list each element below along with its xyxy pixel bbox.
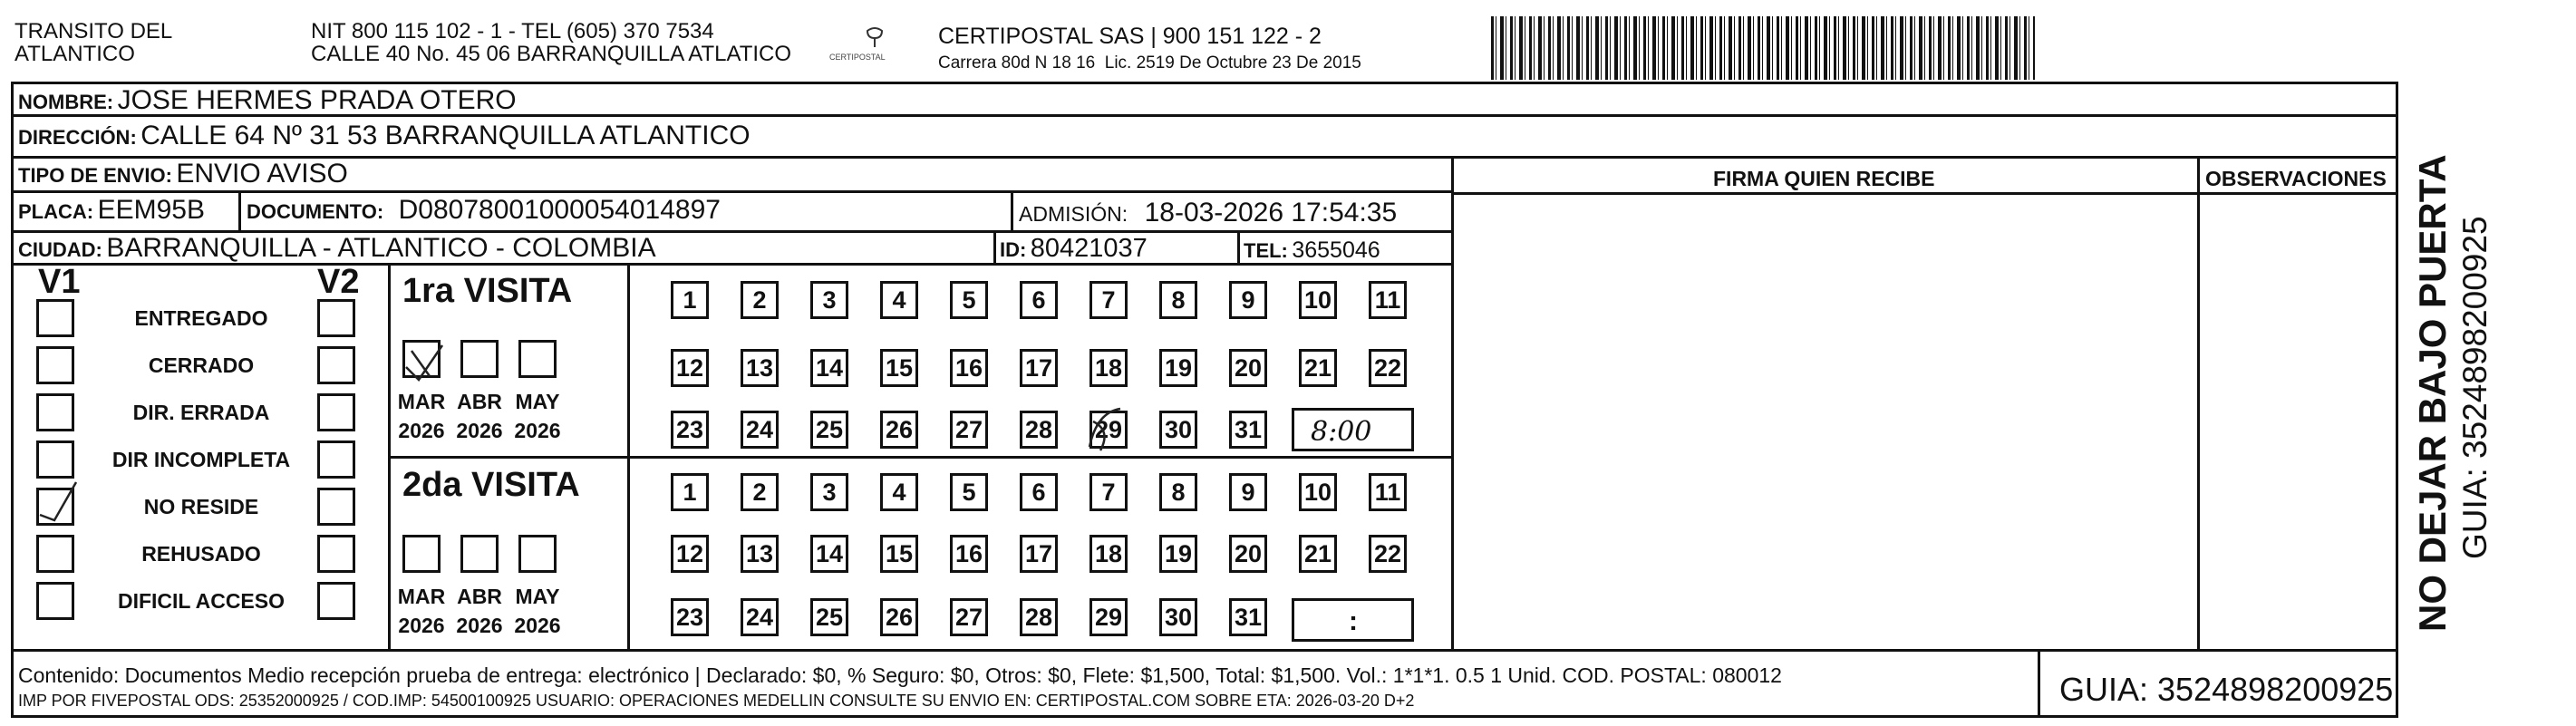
logo-text: CERTIPOSTAL — [829, 53, 886, 62]
footer-imp-line: IMP POR FIVEPOSTAL ODS: 25352000925 / COD.IMP: 54500100925 USUARIO: OPERACIONES MEDELLIN CONSULTE SU ENVIO EN: CERTIPOSTAL.COM SOBRE ETA: 2026-03-20 D+2 — [18, 692, 1415, 710]
visit2-day-box[interactable]: 14 — [810, 535, 848, 573]
v2-checkbox-dir-errada[interactable] — [317, 393, 355, 431]
side-warning: NO DEJAR BAJO PUERTA — [2411, 154, 2454, 632]
visit1-day-box[interactable]: 12 — [671, 349, 709, 387]
visit1-day-box[interactable]: 26 — [880, 411, 918, 449]
nombre-row — [18, 85, 517, 116]
visit2-day-box[interactable]: 22 — [1369, 535, 1407, 573]
documento-value: D08078001000054014897 — [398, 195, 721, 225]
visit2-day-box[interactable]: 25 — [810, 598, 848, 636]
documento-label: DOCUMENTO: — [247, 200, 384, 223]
visit1-month-checkbox-may[interactable] — [518, 340, 557, 378]
visit1-year-label: 2026 — [514, 419, 561, 442]
side-guia: GUIA: 3524898200925 — [2456, 216, 2494, 559]
visit1-day-box[interactable]: 20 — [1229, 349, 1267, 387]
visit1-month-checkbox-abr[interactable] — [460, 340, 499, 378]
admision-cell — [1019, 198, 1397, 228]
direccion-label: DIRECCIÓN: — [18, 126, 137, 149]
footer-guia: GUIA: 3524898200925 — [2059, 671, 2394, 708]
footer-content-line: Contenido: Documentos Medio recepción prueba de entrega: electrónico | Declarado: $0, % Seguro: $0, Otros: $0, Flete: $1,500, Total: $1,500. Vol.: 1*1*1. 0.5 1 Unid. COD. POSTAL: 080012 — [18, 663, 1782, 687]
visit2-day-box[interactable]: 11 — [1369, 473, 1407, 511]
visit2-year-label: 2026 — [456, 614, 503, 637]
company-name: CERTIPOSTAL SAS | 900 151 122 - 2 — [938, 24, 1322, 49]
v1-checkbox-dir-errada[interactable] — [36, 393, 74, 431]
nombre-value: JOSE HERMES PRADA OTERO — [117, 85, 517, 115]
id-value: 80421037 — [1030, 234, 1148, 263]
visit2-month-checkbox-abr[interactable] — [460, 535, 499, 573]
visit2-title: 2da VISITA — [402, 466, 580, 504]
visit1-month-label: ABR — [457, 390, 502, 413]
status-label-dir-errada: DIR. ERRADA — [132, 401, 270, 424]
visit2-day-box[interactable]: 8 — [1159, 473, 1197, 511]
placa-label: PLACA: — [18, 200, 94, 223]
visit1-day-box[interactable]: 28 — [1020, 411, 1058, 449]
visit2-day-box[interactable]: 12 — [671, 535, 709, 573]
visit1-day-box[interactable]: 31 — [1229, 411, 1267, 449]
visit2-day-box[interactable]: 1 — [671, 473, 709, 511]
visit1-day-box[interactable]: 15 — [880, 349, 918, 387]
id-label: ID: — [1000, 238, 1027, 261]
visit2-day-box[interactable]: 18 — [1089, 535, 1128, 573]
visit2-day-box[interactable]: 23 — [671, 598, 709, 636]
firma-header: FIRMA QUIEN RECIBE — [1713, 167, 1935, 190]
v2-header: V2 — [317, 263, 360, 301]
tipo-row — [18, 159, 348, 189]
visit1-day-box[interactable]: 17 — [1020, 349, 1058, 387]
observaciones-header: OBSERVACIONES — [2205, 167, 2387, 190]
address-text: CALLE 40 No. 45 06 BARRANQUILLA ATLATICO — [311, 42, 792, 66]
v1-header: V1 — [38, 263, 81, 301]
status-label-dir-incompleta: DIR INCOMPLETA — [111, 448, 291, 471]
v2-checkbox-cerrado[interactable] — [317, 346, 355, 384]
visit1-day-box[interactable]: 6 — [1020, 281, 1058, 319]
visit2-day-box[interactable]: 4 — [880, 473, 918, 511]
visit1-day-box[interactable]: 7 — [1089, 281, 1128, 319]
visit2-day-box[interactable]: 16 — [950, 535, 988, 573]
visit2-day-box[interactable]: 3 — [810, 473, 848, 511]
visit1-day-box[interactable]: 27 — [950, 411, 988, 449]
visit2-day-box[interactable]: 13 — [741, 535, 779, 573]
visit1-day-box[interactable]: 1 — [671, 281, 709, 319]
march-check-mark — [402, 340, 448, 385]
form-frame — [11, 82, 2398, 718]
documento-cell — [247, 195, 721, 226]
visit1-day-box[interactable]: 19 — [1159, 349, 1197, 387]
visit2-day-box[interactable]: 31 — [1229, 598, 1267, 636]
org-name-line2: ATLANTICO — [15, 42, 135, 66]
visit1-time-box[interactable] — [1292, 408, 1414, 451]
status-label-no-reside: NO RESIDE — [143, 495, 259, 518]
visit1-day-box[interactable]: 22 — [1369, 349, 1407, 387]
visit1-month-label: MAY — [515, 390, 560, 413]
status-label-entregado: ENTREGADO — [134, 306, 268, 330]
visit1-day-box[interactable]: 24 — [741, 411, 779, 449]
visit1-day-box[interactable]: 2 — [741, 281, 779, 319]
visit1-day-box[interactable]: 23 — [671, 411, 709, 449]
visit2-month-label: MAR — [397, 585, 446, 608]
ciudad-cell — [18, 233, 656, 264]
visit2-day-box[interactable]: 6 — [1020, 473, 1058, 511]
visit1-day-box[interactable]: 3 — [810, 281, 848, 319]
visit2-day-box[interactable]: 5 — [950, 473, 988, 511]
v2-checkbox-rehusado[interactable] — [317, 535, 355, 573]
visit2-day-box[interactable]: 15 — [880, 535, 918, 573]
ciudad-value: BARRANQUILLA - ATLANTICO - COLOMBIA — [106, 233, 656, 263]
admision-value: 18-03-2026 17:54:35 — [1144, 198, 1398, 227]
ciudad-label: CIUDAD: — [18, 238, 102, 261]
visit2-month-checkbox-may[interactable] — [518, 535, 557, 573]
visit2-day-box[interactable]: 10 — [1299, 473, 1337, 511]
v1-checkbox-dir-incompleta[interactable] — [36, 440, 74, 479]
visit1-day-box[interactable]: 5 — [950, 281, 988, 319]
visit1-year-label: 2026 — [398, 419, 445, 442]
placa-cell — [18, 195, 205, 226]
visit2-day-box[interactable]: 26 — [880, 598, 918, 636]
visit2-day-box[interactable]: 9 — [1229, 473, 1267, 511]
visit2-day-box[interactable]: 20 — [1229, 535, 1267, 573]
status-label-cerrado: CERRADO — [148, 353, 255, 377]
tipo-value: ENVIO AVISO — [176, 159, 348, 189]
visit2-month-checkbox-mar[interactable] — [402, 535, 441, 573]
tipo-label: TIPO DE ENVIO: — [18, 164, 172, 187]
v1-checkbox-cerrado[interactable] — [36, 346, 74, 384]
visit1-time-value: 8:00 — [1311, 416, 1372, 448]
visit1-day-box[interactable]: 8 — [1159, 281, 1197, 319]
nit-text: NIT 800 115 102 - 1 - TEL (605) 370 7534 — [311, 19, 714, 44]
direccion-value: CALLE 64 Nº 31 53 BARRANQUILLA ATLANTICO — [140, 121, 751, 150]
admision-label: ADMISIÓN: — [1019, 202, 1128, 226]
visit2-day-box[interactable]: 27 — [950, 598, 988, 636]
visit1-year-label: 2026 — [456, 419, 503, 442]
visit1-day-box[interactable]: 29 — [1089, 411, 1128, 449]
id-cell — [1000, 234, 1148, 264]
tel-label: TEL: — [1244, 239, 1288, 262]
visit2-year-label: 2026 — [398, 614, 445, 637]
visit2-day-box[interactable]: 2 — [741, 473, 779, 511]
org-name-line1: TRANSITO DEL — [15, 19, 173, 44]
visit1-day-box[interactable]: 30 — [1159, 411, 1197, 449]
status-label-rehusado: REHUSADO — [141, 542, 261, 566]
visit2-day-box[interactable]: 21 — [1299, 535, 1337, 573]
visit1-day-box[interactable]: 14 — [810, 349, 848, 387]
placa-value: EEM95B — [97, 195, 205, 225]
visit1-month-label: MAR — [397, 390, 446, 413]
day-29-check-mark — [1084, 403, 1129, 453]
company-license: Carrera 80d N 18 16 Lic. 2519 De Octubre 23 De 2015 — [938, 53, 1361, 73]
visit2-day-box[interactable]: 19 — [1159, 535, 1197, 573]
visit1-day-box[interactable]: 9 — [1229, 281, 1267, 319]
visit1-day-box[interactable]: 11 — [1369, 281, 1407, 319]
visit1-day-box[interactable]: 16 — [950, 349, 988, 387]
visit2-time-box[interactable] — [1292, 598, 1414, 642]
visit2-month-label: MAY — [515, 585, 560, 608]
visit1-title: 1ra VISITA — [402, 272, 573, 310]
v1-checkbox-rehusado[interactable] — [36, 535, 74, 573]
certipostal-logo — [820, 25, 929, 71]
tel-cell — [1244, 237, 1380, 264]
status-label-dificil-acceso: DIFICIL ACCESO — [117, 589, 285, 613]
v2-checkbox-entregado[interactable] — [317, 299, 355, 337]
visit2-day-box[interactable]: 30 — [1159, 598, 1197, 636]
no-reside-check-mark — [36, 479, 82, 524]
visit1-day-box[interactable]: 21 — [1299, 349, 1337, 387]
visit1-day-box[interactable]: 25 — [810, 411, 848, 449]
v2-checkbox-dir-incompleta[interactable] — [317, 440, 355, 479]
v1-checkbox-entregado[interactable] — [36, 299, 74, 337]
visit1-day-box[interactable]: 13 — [741, 349, 779, 387]
visit1-day-box[interactable]: 4 — [880, 281, 918, 319]
visit2-day-box[interactable]: 17 — [1020, 535, 1058, 573]
visit2-day-box[interactable]: 28 — [1020, 598, 1058, 636]
visit1-day-box[interactable]: 10 — [1299, 281, 1337, 319]
visit2-day-box[interactable]: 24 — [741, 598, 779, 636]
visit2-month-label: ABR — [457, 585, 502, 608]
nombre-label: NOMBRE: — [18, 91, 114, 113]
visit2-day-box[interactable]: 7 — [1089, 473, 1128, 511]
v1-checkbox-dificil-acceso[interactable] — [36, 582, 74, 620]
v2-checkbox-no-reside[interactable] — [317, 488, 355, 526]
visit2-day-box[interactable]: 29 — [1089, 598, 1128, 636]
barcode — [1491, 16, 2035, 80]
visit1-day-box[interactable]: 18 — [1089, 349, 1128, 387]
tel-value: 3655046 — [1292, 237, 1380, 263]
v2-checkbox-dificil-acceso[interactable] — [317, 582, 355, 620]
visit2-time-value: : — [1349, 606, 1358, 636]
direccion-row — [18, 121, 751, 151]
visit2-year-label: 2026 — [514, 614, 561, 637]
